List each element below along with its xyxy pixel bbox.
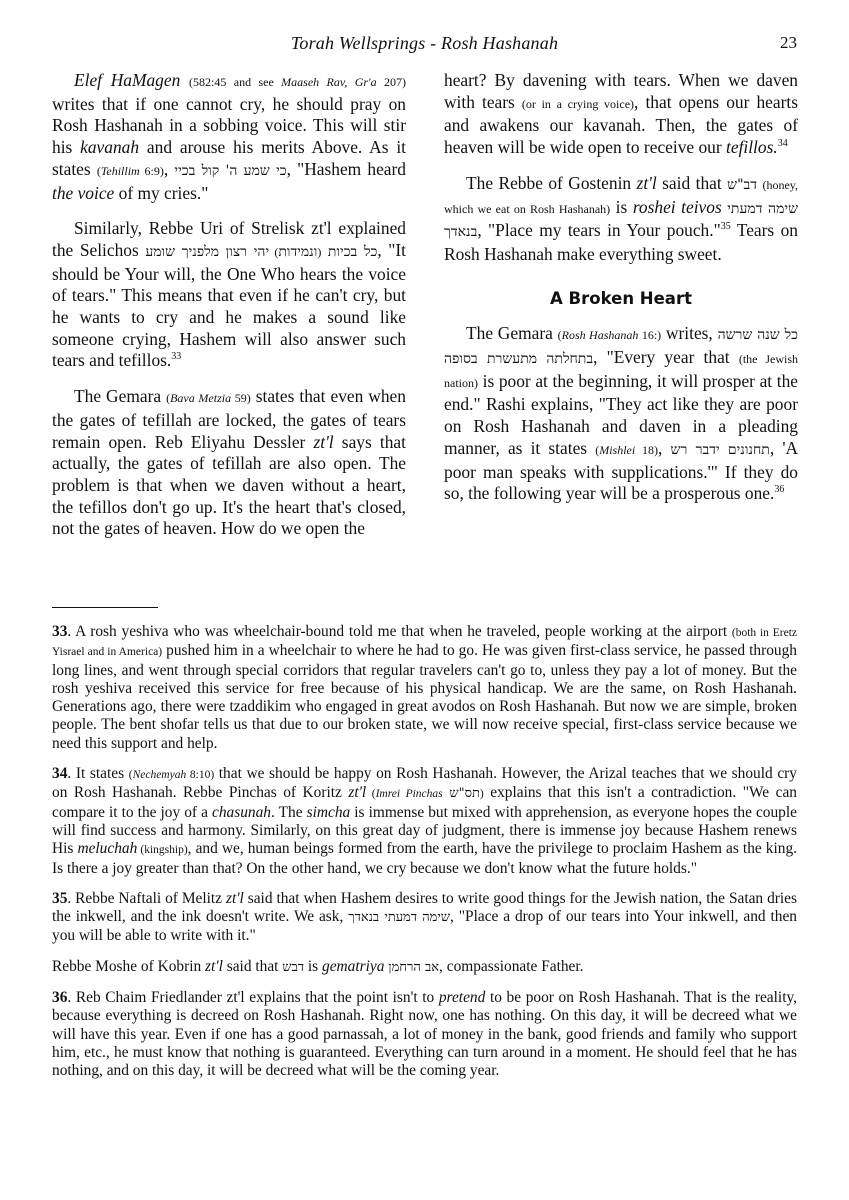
citation: (Nechemyah 8:10) — [128, 769, 215, 782]
footnote-divider — [52, 607, 158, 608]
hebrew-quote: דבש — [282, 959, 305, 975]
footnote-ref-35[interactable]: 35 — [720, 221, 731, 233]
citation: (Rosh Hashanah 16:) — [557, 328, 662, 343]
section-heading: A Broken Heart — [550, 288, 692, 308]
left-column — [52, 70, 406, 554]
paragraph-gemara-bava-metzia: The Gemara (Bava Metzia 59) states that even when the gates of tefillah are locked, the gates of tears remain open. Reb Eliyahu Dessler zt'l says that actually, the gates of tefillah are also open. The problem is that when we daven without a heart, the tefillos don't go up. It's the heart that's closed, not the gates of heaven. How do we open the — [52, 386, 406, 539]
citation: (Mishlei 18) — [595, 442, 659, 457]
footnote-number: 36 — [52, 989, 68, 1007]
running-title: Torah Wellsprings - Rosh Hashanah — [290, 33, 559, 53]
paragraph-elef-hamagen: Elef HaMagen (582:45 and see Maaseh Rav, Gr'a 207) writes that if one cannot cry, he should pray on Rosh Hashanah in a sobbing voice. This will stir his kavanah and arouse his merits Above. As it states (Tehillim 6:9), כי שמע ה' קול בכיי, "Hashem heard the voice of my cries." — [52, 70, 407, 203]
hebrew-quote: כל שנה שרשה בתחלתה מתעשרת בסופה — [444, 327, 798, 368]
footnote-ref-34[interactable]: 34 — [777, 138, 788, 150]
citation: (Bava Metzia 59) — [166, 391, 251, 406]
footnote-ref-36[interactable]: 36 — [774, 484, 785, 496]
right-column — [444, 70, 798, 519]
hebrew-quote: דב"ש — [727, 176, 757, 193]
footnote-35-continued: Rebbe Moshe of Kobrin zt'l said that דבש is gematriya אב הרחמן, compassionate Father. — [52, 957, 584, 975]
source-title: Elef HaMagen — [74, 70, 181, 90]
hebrew-quote: אב הרחמן — [388, 959, 440, 975]
citation: (582:45 and see Maaseh Rav, Gr'a 207) — [189, 75, 406, 89]
paragraph-continued: heart? By davening with tears. When we daven with tears (or in a crying voice), that opens our hearts and awakens our kavanah. Then, the gates of heaven will be wide open to receive our tefillos.$^{34}$ — [444, 70, 798, 158]
footnote-number: 34 — [52, 765, 68, 783]
paragraph-rebbe-uri: Similarly, Rebbe Uri of Strelisk zt'l explained the Selichos יהי רצון מלפניך שומע (ונמידות) כל בכיות, "It should be Your will, the One Who hears the voice of tears." This means that even if he can't cry, but he wants to cry and he makes a sound like someone crying, Hashem will also answer such tears and tefillos.$^{33}$ — [52, 218, 407, 371]
citation: (Imrei Pinchas תס"ש) — [366, 786, 484, 802]
footnotes — [52, 623, 797, 1093]
hebrew-quote: כל בכיות — [327, 243, 378, 260]
citation: (ונמידות) — [269, 243, 322, 260]
hebrew-quote: שימה דמעתי בנאדך — [444, 200, 798, 241]
paragraph-rebbe-gostenin: The Rebbe of Gostenin zt'l said that דב"ש (honey, which we eat on Rosh Hashanah) is roshei teivos שימה דמעתי בנאדך, "Place my tears in Your pouch."$^{35}$ Tears on Rosh Hashanah make everything sweet. — [444, 172, 798, 264]
hebrew-quote: כי שמע ה' קול בכיי — [174, 162, 287, 179]
page-number: 23 — [780, 33, 797, 52]
hebrew-quote: שימה דמעתי בנאדך — [348, 910, 450, 926]
footnote-35: 35. Rebbe Naftali of Melitz zt'l said that when Hashem desires to write good things for the Jewish nation, the Satan dries the inkwell, and the ink doesn't write. We ask, שימה דמעתי בנאדך, "Place a drop of our tears into Your inkwell, and then you will be able to write with it." — [52, 889, 797, 945]
footnote-ref-33[interactable]: 33 — [171, 351, 182, 363]
paragraph-gemara-rosh-hashanah: The Gemara (Rosh Hashanah 16:) writes, כל שנה שרשה בתחלתה מתעשרת בסופה, "Every year that (the Jewish nation) is poor at the beginning, it will prosper at the end." Rashi explains, "They act like they are poor on Rosh Hashanah and daven in a pleading manner, as it states (Mishlei 18), תחנונים ידבר רש, 'A poor man speaks with supplications.'" If they do so, the following year will be a prosperous one.$^{36}$ — [444, 323, 799, 504]
citation: (Tehillim 6:9) — [96, 163, 164, 178]
footnote-number: 33 — [52, 623, 68, 640]
running-header — [52, 33, 797, 57]
footnote-36: 36. Reb Chaim Friedlander zt'l explains that the point isn't to pretend to be poor on Rosh Hashanah. That is the reality, because everything is decreed on Rosh Hashanah. Right now, one has nothing. On this day, it will be decreed what we will have this year. Even if one has a good parnassah, a lot of money in the bank, good friends and family who support him, etc., he must know that nothing is guaranteed. Everything can turn around in a moment. He should feel that he has nothing, and on this day, it will be decreed what will be the coming year. — [52, 989, 798, 1080]
footnote-34: 34. It states (Nechemyah 8:10) that we should be happy on Rosh Hashanah. However, the Arizal teaches that we should cry on Rosh Hashanah. Rebbe Pinchas of Koritz zt'l (Imrei Pinchas תס"ש) explains that this isn't a contradiction. "We can compare it to the joy of a chasunah. The simcha is immense but mixed with apprehension, as everyone hopes the couple will find success and harmony. Similarly, on this great day of judgment, there is immense joy because Hashem renews His meluchah (kingship), and we, human beings formed from the earth, have the privilege to proclaim Hashem as the king. Is there a joy greater than that? On the other hand, we cry because we don't know what the future holds." — [52, 765, 797, 877]
footnote-number: 35 — [52, 889, 68, 907]
footnote-33: 33. A rosh yeshiva who was wheelchair-bound told me that when he traveled, people working at the airport (both in Eretz Yisrael and in America) pushed him in a wheelchair to where he had to go. He was given first-class service, he passed through long lines, and went through special corridors that regular travelers can't go to, unless they pay a lot of money. But the rosh yeshiva received this service for free because of his physical handicap. We are the same, on Rosh Hashanah. Generations ago, there were tzaddikim who engaged in great avodos on Rosh Hashanah. But now we are simple, broken people. The bent shofar tells us that due to our broken state, we will now receive special, first-class service because we need this support and help. — [52, 623, 797, 752]
hebrew-quote: תחנונים ידבר רש — [670, 441, 770, 458]
hebrew-quote: יהי רצון מלפניך שומע — [145, 243, 270, 260]
